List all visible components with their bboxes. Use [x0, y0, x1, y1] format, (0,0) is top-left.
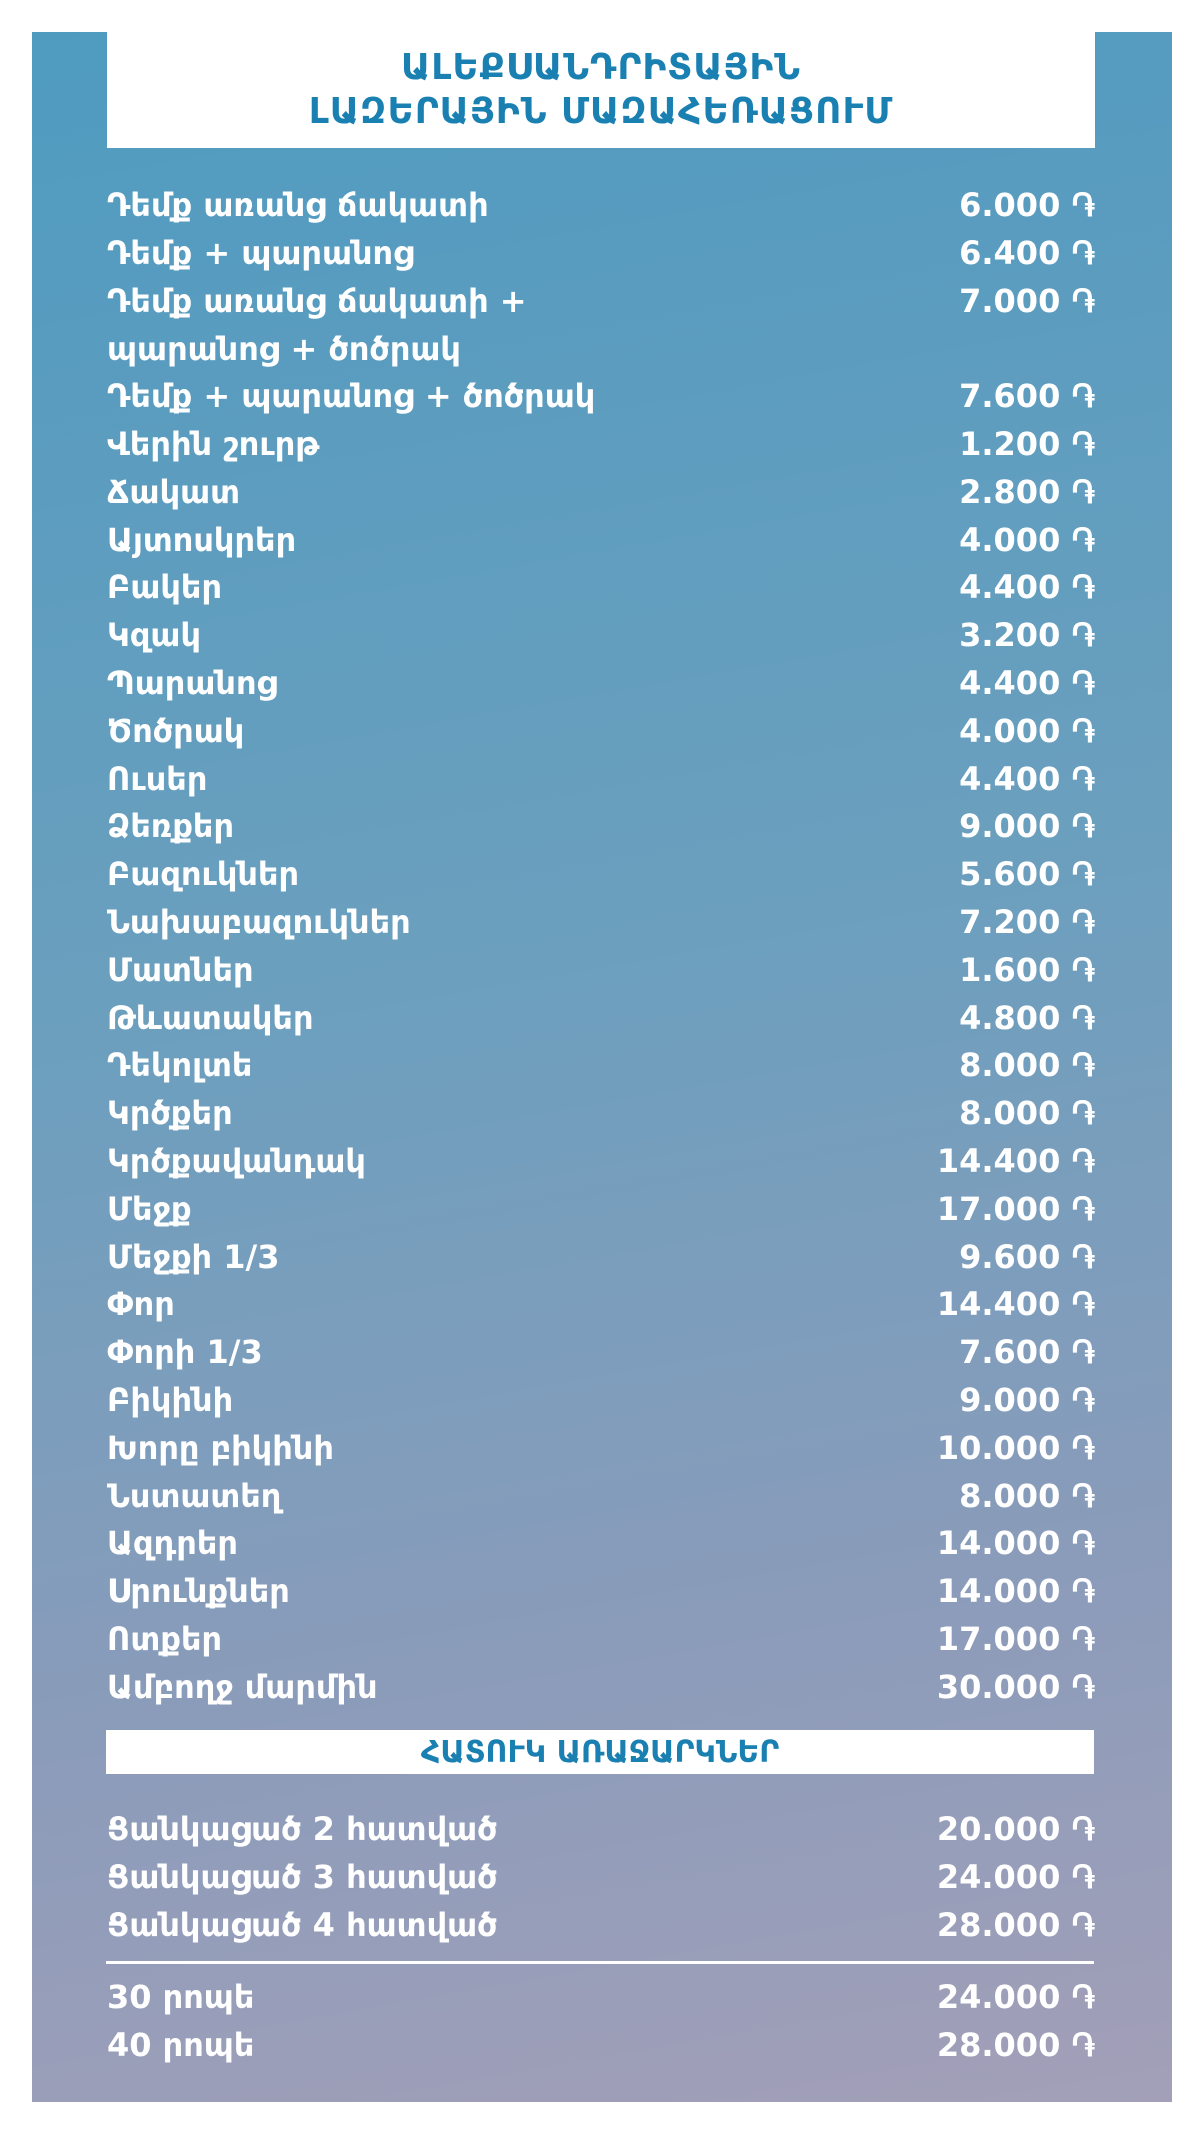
service-name: Ոտքեր	[107, 1620, 223, 1658]
service-price: 14.000 ֏	[936, 1524, 1095, 1563]
service-name: Ճակատ	[107, 472, 241, 511]
service-name: Ցանկացած 4 հատված	[107, 1905, 498, 1944]
service-price: 1.200 ֏	[959, 425, 1095, 463]
service-price: 5.600 ֏	[959, 855, 1095, 894]
divider	[106, 1961, 1094, 1964]
service-name: Դեմք առանց ճակատի + պարանոց + ծոծրակ	[107, 281, 527, 368]
service-price: 14.400 ֏	[936, 1285, 1095, 1324]
service-price: 8.000 ֏	[959, 1094, 1095, 1133]
service-price: 2.800 ֏	[959, 472, 1095, 511]
service-name: Կզակ	[107, 616, 202, 655]
service-name: Ամբողջ մարմին	[107, 1667, 378, 1706]
special-offers-title: ՀԱՏՈՒԿ ԱՌԱՋԱՐԿՆԵՐ	[420, 1734, 780, 1770]
service-price: 1.600 ֏	[959, 950, 1095, 989]
service-price: 3.200 ֏	[959, 616, 1095, 655]
service-price: 4.400 ֏	[959, 568, 1095, 607]
service-name: Փոր	[107, 1285, 175, 1324]
service-price: 7.600 ֏	[959, 377, 1095, 416]
service-name: Մատներ	[107, 950, 254, 989]
service-price: 17.000 ֏	[936, 1620, 1095, 1658]
service-price: 8.000 ֏	[959, 1476, 1095, 1515]
service-price: 28.000 ֏	[936, 2025, 1095, 2064]
service-name: 30 րոպե	[107, 1978, 255, 2016]
service-price: 20.000 ֏	[936, 1810, 1095, 1848]
service-name: Դեմք առանց ճակատի	[107, 186, 489, 224]
service-name: Դեմք + պարանոց	[107, 233, 414, 272]
service-price: 28.000 ֏	[936, 1905, 1095, 1944]
service-price: 4.400 ֏	[959, 759, 1095, 798]
service-price: 9.000 ֏	[959, 807, 1095, 846]
service-price: 4.800 ֏	[959, 998, 1095, 1037]
service-price: 17.000 ֏	[936, 1189, 1095, 1228]
service-name: Ծոծրակ	[107, 711, 245, 750]
service-price: 14.000 ֏	[936, 1572, 1095, 1611]
page-title-line-1: ԱԼԵՔՍԱՆԴՐԻՏԱՅԻՆ	[400, 47, 802, 88]
service-price: 7.600 ֏	[959, 1333, 1095, 1372]
service-name: Դեկոլտե	[107, 1046, 253, 1085]
service-name: Ցանկացած 2 հատված	[107, 1810, 498, 1848]
service-name: Ազդրեր	[107, 1524, 238, 1563]
service-price: 6.400 ֏	[959, 233, 1095, 272]
service-name: Ուսեր	[107, 759, 208, 798]
service-name: Սրունքներ	[107, 1572, 290, 1611]
service-name: 40 րոպե	[107, 2025, 255, 2064]
service-price: 7.000 ֏	[959, 281, 1095, 320]
service-name: Պարանոց	[107, 664, 278, 702]
service-name: Նախաբազուկներ	[107, 903, 411, 941]
service-name: Թևատակեր	[107, 998, 314, 1037]
service-name: Կրծքավանդակ	[107, 1142, 366, 1180]
service-name: Կրծքեր	[107, 1094, 233, 1133]
service-name: Դեմք + պարանոց + ծոծրակ	[107, 377, 596, 416]
service-price: 4.000 ֏	[959, 520, 1095, 559]
service-name: Խորը բիկինի	[107, 1428, 334, 1467]
service-name: Մեջքի 1/3	[107, 1237, 280, 1276]
service-name: Նստատեղ	[107, 1476, 282, 1515]
service-name: Ցանկացած 3 հատված	[107, 1857, 498, 1896]
service-name: Բիկինի	[107, 1381, 234, 1419]
service-name: Ձեռքեր	[107, 807, 235, 846]
service-price: 4.000 ֏	[959, 711, 1095, 750]
service-price: 6.000 ֏	[959, 186, 1095, 224]
service-name: Վերին շուրթ	[107, 425, 320, 463]
service-name: Փորի 1/3	[107, 1333, 263, 1372]
service-price: 24.000 ֏	[936, 1978, 1095, 2016]
service-name: Մեջք	[107, 1189, 192, 1228]
service-name: Բազուկներ	[107, 855, 300, 894]
service-price: 30.000 ֏	[936, 1667, 1095, 1706]
service-price: 14.400 ֏	[936, 1142, 1095, 1180]
page-title-line-2: ԼԱԶԵՐԱՅԻՆ ՄԱԶԱՀԵՌԱՑՈՒՄ	[308, 91, 894, 132]
service-price: 9.600 ֏	[959, 1237, 1095, 1276]
title-banner	[107, 32, 1095, 148]
service-price: 8.000 ֏	[959, 1046, 1095, 1085]
service-price: 7.200 ֏	[959, 903, 1095, 941]
service-name: Այտոսկրեր	[107, 520, 297, 559]
special-offers-banner	[106, 1730, 1094, 1774]
service-price: 24.000 ֏	[936, 1857, 1095, 1896]
service-name: Բակեր	[107, 568, 223, 607]
service-price: 9.000 ֏	[959, 1381, 1095, 1419]
service-price: 10.000 ֏	[936, 1428, 1095, 1467]
service-price: 4.400 ֏	[959, 664, 1095, 702]
